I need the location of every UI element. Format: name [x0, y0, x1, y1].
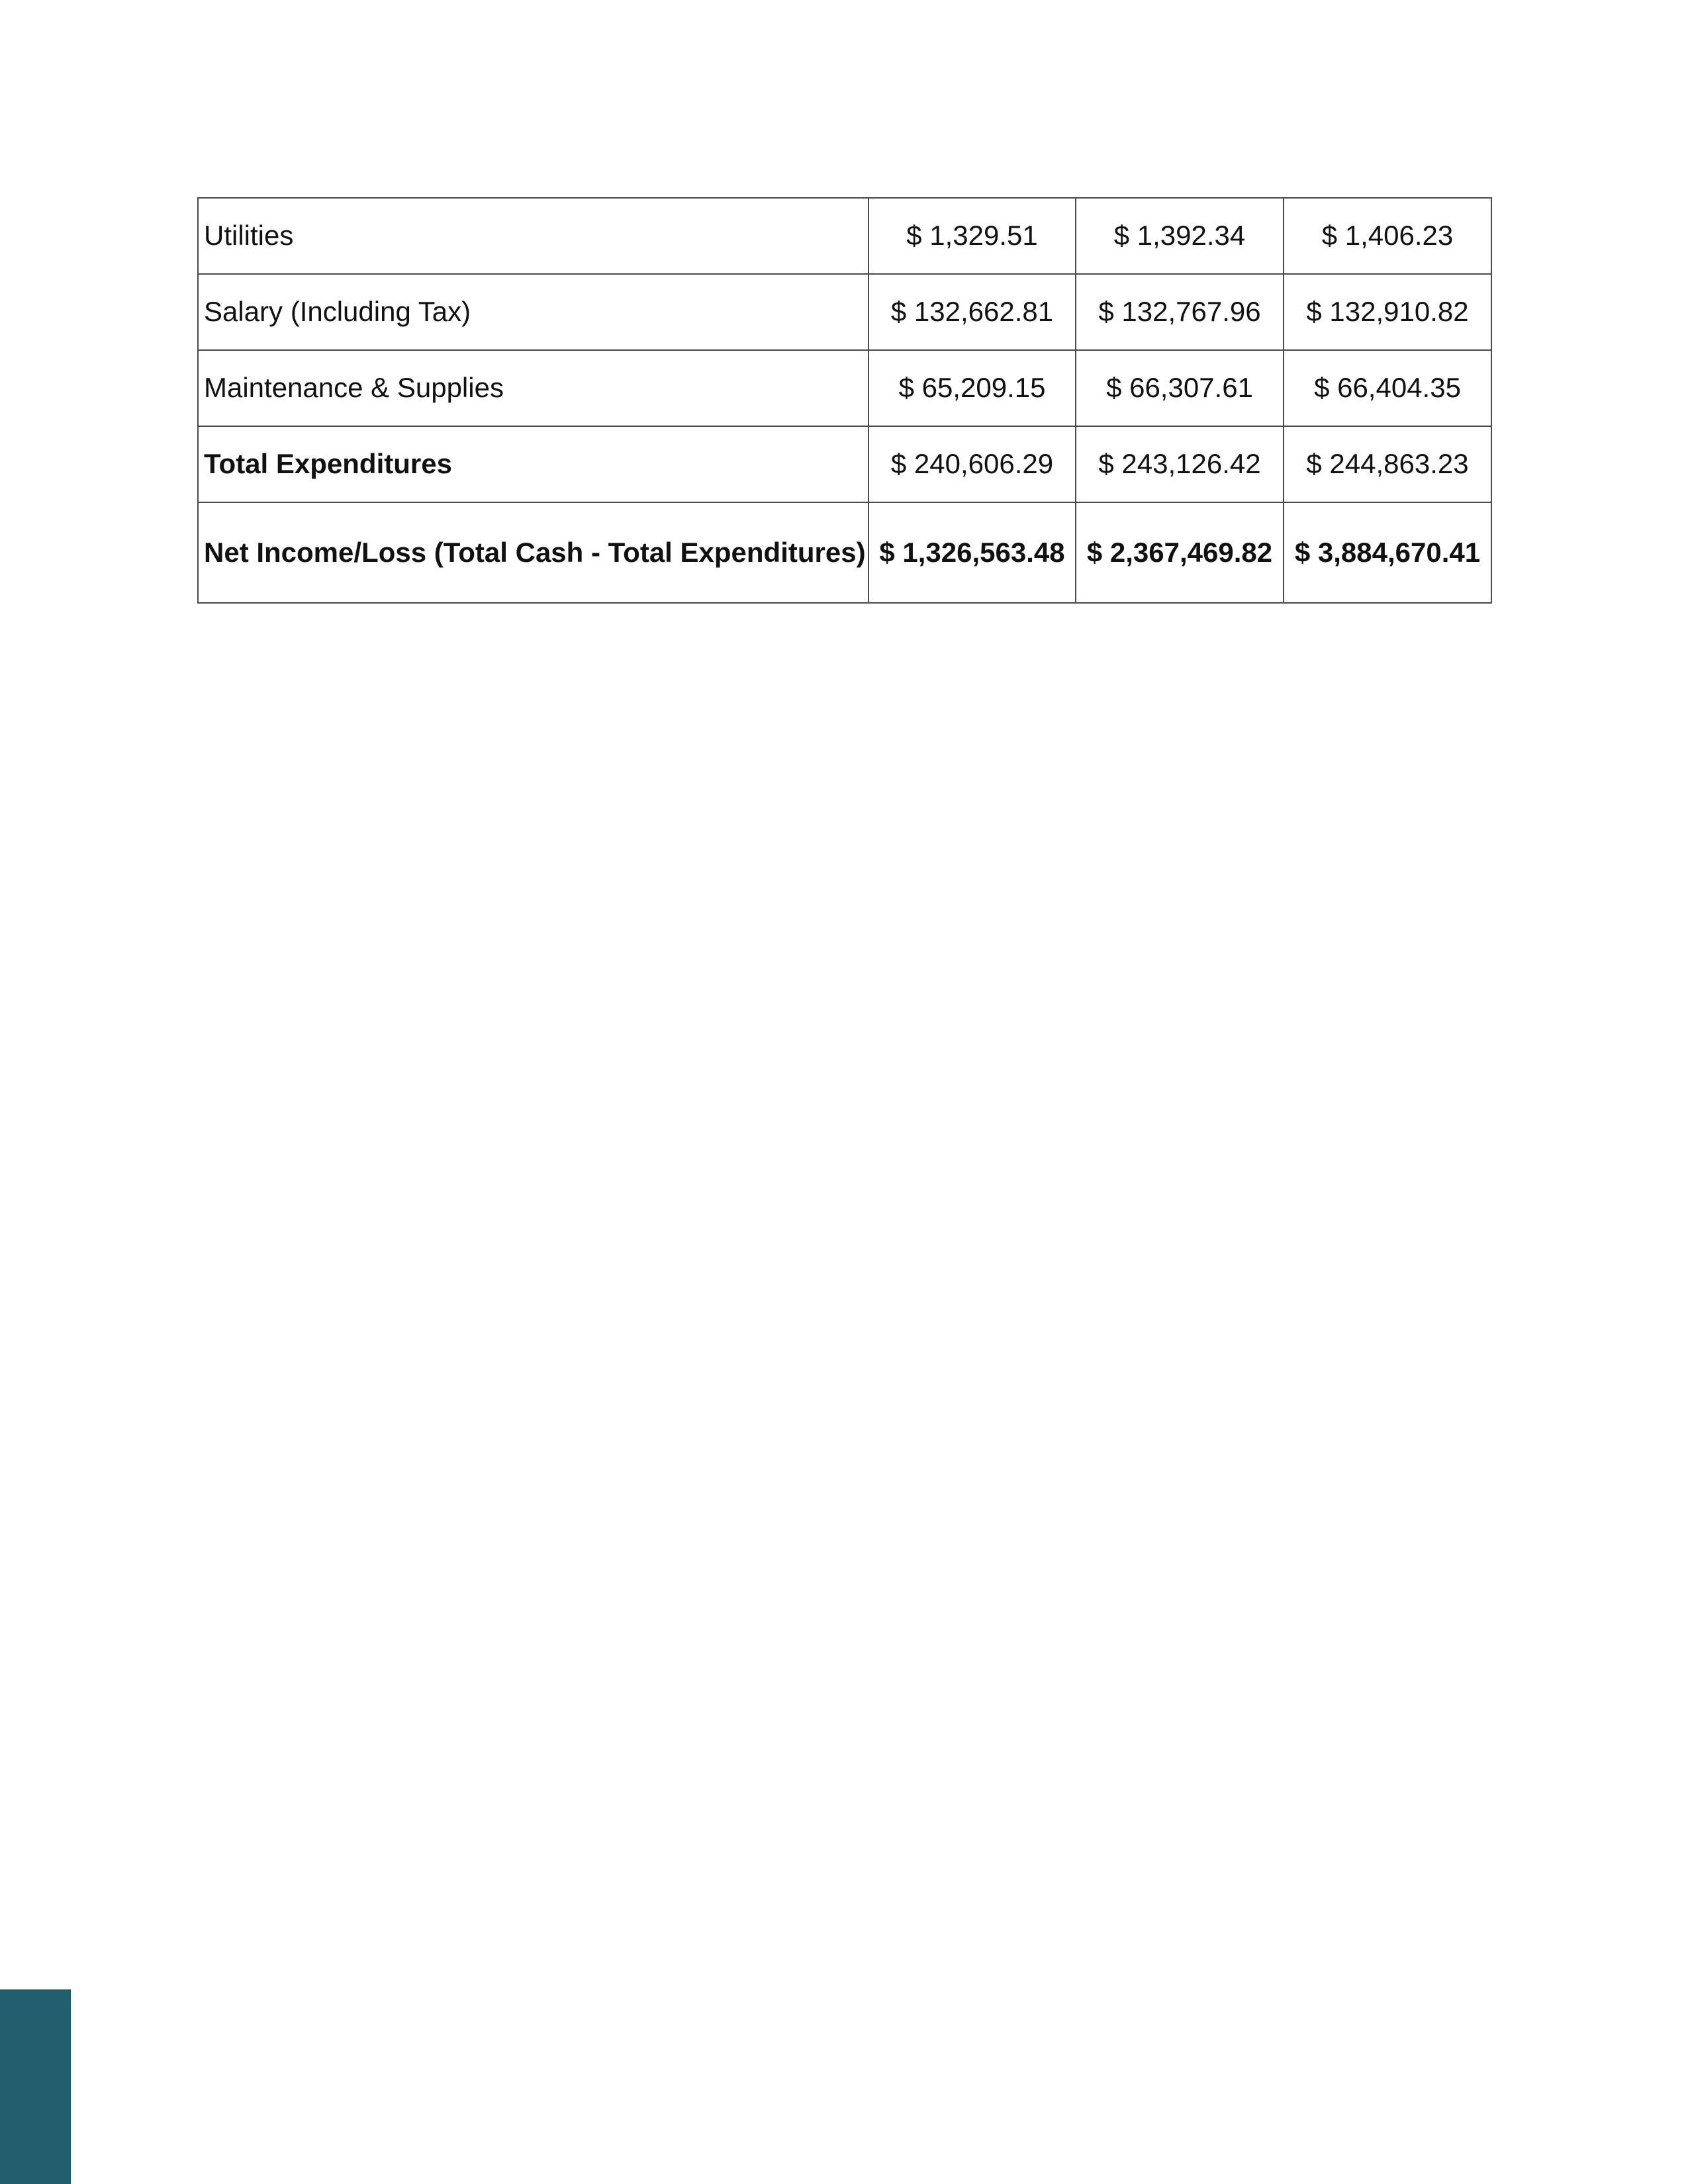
value-cell: $ 66,307.61: [1076, 350, 1284, 426]
row-label: Net Income/Loss (Total Cash - Total Expenditures): [198, 502, 868, 603]
table-row-maintenance: [198, 350, 1491, 426]
value-cell: $ 2,367,469.82: [1076, 502, 1284, 603]
value-cell: $ 243,126.42: [1076, 426, 1284, 502]
page-accent-bar: [0, 1989, 71, 2184]
value-cell: $ 1,329.51: [868, 198, 1076, 274]
value-cell: $ 132,910.82: [1284, 274, 1491, 350]
value-cell: $ 65,209.15: [868, 350, 1076, 426]
expenditures-table: [197, 197, 1492, 604]
row-label: Salary (Including Tax): [198, 274, 868, 350]
value-cell: $ 66,404.35: [1284, 350, 1491, 426]
table-row-salary: [198, 274, 1491, 350]
value-cell: $ 240,606.29: [868, 426, 1076, 502]
table-row-utilities: [198, 198, 1491, 274]
value-cell: $ 132,767.96: [1076, 274, 1284, 350]
value-cell: $ 132,662.81: [868, 274, 1076, 350]
value-cell: $ 1,406.23: [1284, 198, 1491, 274]
value-cell: $ 3,884,670.41: [1284, 502, 1491, 603]
value-cell: $ 244,863.23: [1284, 426, 1491, 502]
row-label: Maintenance & Supplies: [198, 350, 868, 426]
value-cell: $ 1,392.34: [1076, 198, 1284, 274]
row-label: Utilities: [198, 198, 868, 274]
table-row-total-expenditures: [198, 426, 1491, 502]
value-cell: $ 1,326,563.48: [868, 502, 1076, 603]
table-row-net-income: [198, 502, 1491, 603]
row-label: Total Expenditures: [198, 426, 868, 502]
